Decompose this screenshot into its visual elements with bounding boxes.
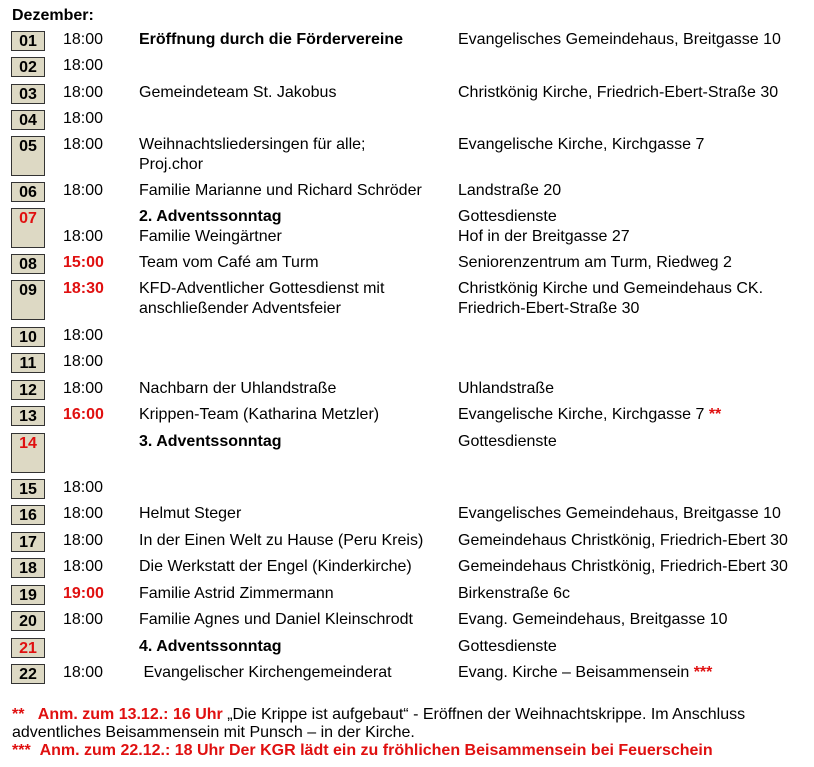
event-location	[458, 505, 781, 523]
event-name: In der Einen Welt zu Hause (Peru Kreis)	[139, 532, 424, 549]
schedule-line	[0, 532, 814, 552]
location-text: Evang. Gemeindehaus, Breitgasse 10	[458, 611, 728, 628]
location-text: Evang. Kirche – Beisammensein	[458, 664, 690, 681]
event-name: Proj.chor	[139, 156, 204, 173]
footnote-marker: **	[12, 706, 25, 723]
schedule-line	[0, 638, 814, 658]
day-number: 22	[11, 664, 45, 684]
day-number: 01	[11, 31, 45, 51]
event-location	[458, 254, 732, 272]
event-name: Team vom Café am Turm	[139, 254, 319, 271]
event-time: 18:00	[63, 228, 104, 245]
event-location	[458, 136, 704, 154]
footnote-text: Anm. zum 22.12.: 18 Uhr Der KGR lädt ein zu fröhlichen Beisammensein bei Feuerschein	[39, 742, 713, 759]
event-time: 18:00	[63, 110, 104, 127]
schedule-line	[0, 327, 814, 347]
event-name: Familie Agnes und Daniel Kleinschrodt	[139, 611, 413, 628]
schedule-line	[0, 228, 814, 248]
event-time: 18:00	[63, 380, 104, 397]
event-time: 18:00	[63, 505, 104, 522]
location-text: Seniorenzentrum am Turm, Riedweg 2	[458, 254, 732, 271]
event-location	[458, 433, 557, 451]
day-number: 21	[11, 638, 45, 658]
day-number: 17	[11, 532, 45, 552]
schedule-line	[0, 611, 814, 631]
event-location	[458, 611, 728, 629]
day-number: 10	[11, 327, 45, 347]
schedule-line	[0, 182, 814, 202]
day-number: 18	[11, 558, 45, 578]
schedule-line	[0, 31, 814, 51]
schedule-line	[0, 280, 814, 300]
schedule-line	[0, 208, 814, 228]
day-number: 20	[11, 611, 45, 631]
day-number: 07	[11, 208, 45, 248]
event-name: Familie Weingärtner	[139, 228, 282, 245]
schedule-line	[0, 110, 814, 130]
schedule-line	[0, 453, 814, 473]
event-location	[458, 638, 557, 656]
footnotes	[12, 706, 802, 760]
schedule-line	[0, 353, 814, 373]
location-text: Landstraße 20	[458, 182, 562, 199]
location-text: Gemeindehaus Christkönig, Friedrich-Ebert 30	[458, 532, 788, 549]
event-name: Krippen-Team (Katharina Metzler)	[139, 406, 380, 423]
schedule-line	[0, 254, 814, 274]
schedule-line	[0, 136, 814, 156]
event-location	[458, 532, 788, 550]
location-text: Evangelische Kirche, Kirchgasse 7	[458, 136, 705, 153]
schedule-line	[0, 156, 814, 176]
footnote-kgr	[12, 742, 802, 760]
schedule-line	[0, 380, 814, 400]
event-time: 18:00	[63, 57, 104, 74]
location-text: Gemeindehaus Christkönig, Friedrich-Ebert 30	[458, 558, 788, 575]
event-time: 18:00	[63, 558, 104, 575]
schedule-line	[0, 84, 814, 104]
event-location	[458, 664, 712, 682]
event-name: Weihnachtsliedersingen für alle;	[139, 136, 366, 153]
event-time: 18:00	[63, 182, 104, 199]
day-number: 05	[11, 136, 45, 176]
day-number: 09	[11, 280, 45, 320]
footnote-text: „Die Krippe ist aufgebaut“ - Eröffnen der Weihnachtskrippe. Im Anschluss adventliches Beisammensein mit Punsch – in der Kirche.	[12, 706, 746, 741]
event-location	[458, 31, 781, 49]
event-name: Evangelischer Kirchengemeinderat	[139, 664, 392, 681]
day-number: 03	[11, 84, 45, 104]
schedule-line	[0, 406, 814, 426]
event-name: anschließender Adventsfeier	[139, 300, 341, 317]
event-name: Gemeindeteam St. Jakobus	[139, 84, 337, 101]
event-name: KFD-Adventlicher Gottesdienst mit	[139, 280, 385, 297]
location-text: Evangelisches Gemeindehaus, Breitgasse 10	[458, 505, 781, 522]
location-text: Gottesdienste	[458, 433, 557, 450]
event-name: 3. Adventssonntag	[139, 433, 282, 450]
event-time: 16:00	[63, 406, 104, 423]
location-text: Birkenstraße 6c	[458, 585, 571, 602]
day-number: 15	[11, 479, 45, 499]
event-time: 18:00	[63, 664, 104, 681]
footnote-mark: **	[708, 406, 722, 423]
location-text: Evangelisches Gemeindehaus, Breitgasse 10	[458, 31, 781, 48]
event-time: 18:00	[63, 532, 104, 549]
day-number: 11	[11, 353, 45, 373]
event-name: Nachbarn der Uhlandstraße	[139, 380, 337, 397]
schedule-line	[0, 664, 814, 684]
schedule-line	[0, 505, 814, 525]
schedule-line	[0, 300, 814, 320]
location-text: Gottesdienste	[458, 208, 557, 225]
day-number: 06	[11, 182, 45, 202]
event-time: 18:00	[63, 136, 104, 153]
event-time: 18:00	[63, 353, 104, 370]
day-number: 19	[11, 585, 45, 605]
event-time: 18:00	[63, 84, 104, 101]
event-time: 18:00	[63, 479, 104, 496]
schedule-line	[0, 479, 814, 499]
day-number: 12	[11, 380, 45, 400]
footnote-marker: ***	[12, 742, 31, 759]
event-time: 18:00	[63, 327, 104, 344]
day-number: 16	[11, 505, 45, 525]
event-location	[458, 84, 778, 102]
footnote-krippe	[12, 706, 802, 742]
event-location	[458, 280, 763, 298]
schedule-line	[0, 585, 814, 605]
event-location	[458, 558, 788, 576]
event-time: 18:30	[63, 280, 104, 297]
location-text: Uhlandstraße	[458, 380, 555, 397]
location-text: Christkönig Kirche und Gemeindehaus CK.	[458, 280, 764, 297]
day-number: 02	[11, 57, 45, 77]
event-location	[458, 228, 630, 246]
event-name: 2. Adventssonntag	[139, 208, 282, 225]
event-name: 4. Adventssonntag	[139, 638, 282, 655]
event-location	[458, 300, 639, 318]
location-text: Gottesdienste	[458, 638, 557, 655]
event-location	[458, 406, 721, 424]
location-text: Evangelische Kirche, Kirchgasse 7	[458, 406, 705, 423]
location-text: Christkönig Kirche, Friedrich-Ebert-Straße 30	[458, 84, 779, 101]
event-location	[458, 208, 557, 226]
event-name: Eröffnung durch die Fördervereine	[139, 31, 404, 48]
event-location	[458, 585, 570, 603]
event-time: 15:00	[63, 254, 104, 271]
page-title: Dezember:	[12, 7, 94, 24]
event-name: Familie Marianne und Richard Schröder	[139, 182, 422, 199]
event-name: Familie Astrid Zimmermann	[139, 585, 334, 602]
schedule-line	[0, 558, 814, 578]
day-number: 14	[11, 433, 45, 473]
day-number: 13	[11, 406, 45, 426]
location-text: Hof in der Breitgasse 27	[458, 228, 630, 245]
event-location	[458, 380, 554, 398]
event-name: Die Werkstatt der Engel (Kinderkirche)	[139, 558, 412, 575]
event-time: 18:00	[63, 31, 104, 48]
footnote-mark: ***	[693, 664, 713, 681]
day-number: 08	[11, 254, 45, 274]
footnote-head: Anm. zum 13.12.: 16 Uhr	[37, 706, 223, 723]
day-number: 04	[11, 110, 45, 130]
location-text: Friedrich-Ebert-Straße 30	[458, 300, 640, 317]
event-location	[458, 182, 561, 200]
schedule-line	[0, 433, 814, 453]
event-name: Helmut Steger	[139, 505, 242, 522]
schedule-line	[0, 57, 814, 77]
event-time: 18:00	[63, 611, 104, 628]
event-time: 19:00	[63, 585, 104, 602]
